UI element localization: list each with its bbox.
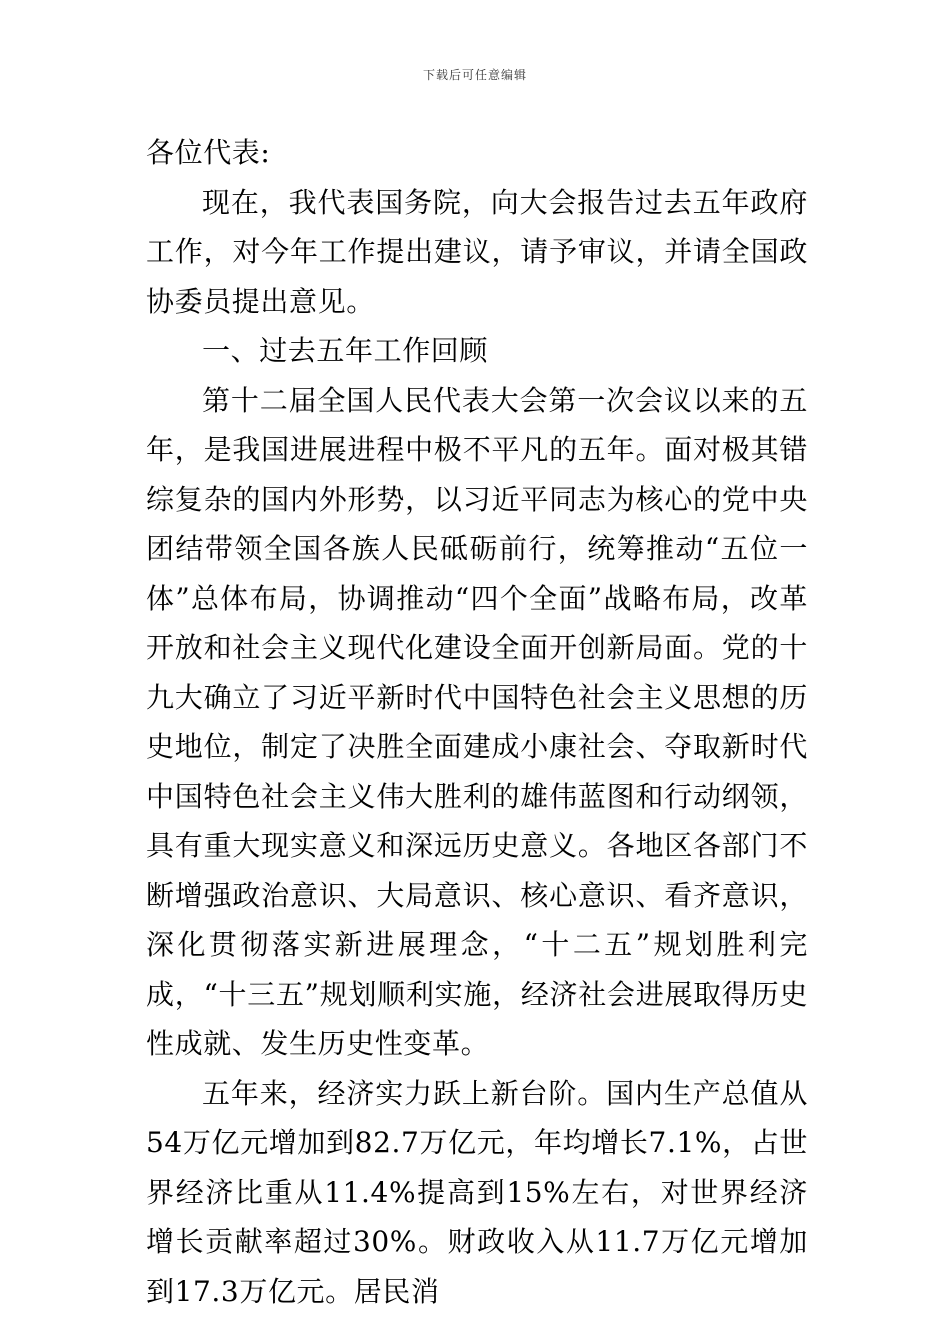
body-paragraph: 第十二届全国人民代表大会第一次会议以来的五年，是我国进展进程中极不平凡的五年。面对极其错综复杂的国内外形势，以习近平同志为核心的党中央团结带领全国各族人民砥砺前行，统筹推动“五位一体”总体布局，协调推动“四个全面”战略布局，改革开放和社会主义现代化建设全面开创新局面。党的十九大确立了习近平新时代中国特色社会主义思想的历史地位，制定了决胜全面建成小康社会、夺取新时代中国特色社会主义伟大胜利的雄伟蓝图和行动纲领，具有重大现实意义和深远历史意义。各地区各部门不断增强政治意识、大局意识、核心意识、看齐意识，深化贯彻落实新进展理念，“十二五”规划胜利完成，“十三五”规划顺利实施，经济社会进展取得历史性成就、发生历史性变革。 [146,383,808,1060]
salutation: 各位代表: [146,136,271,169]
document-body [146,128,808,1316]
section-heading: 一、过去五年工作回顾 [202,334,489,367]
body-paragraph: 五年来，经济实力跃上新台阶。国内生产总值从54万亿元增加到82.7万亿元，年均增长7.1%，占世界经济比重从11.4%提高到15%左右，对世界经济增长贡献率超过30%。财政收入从11.7万亿元增加到17.3万亿元。居民消 [146,1076,808,1308]
opening-paragraph: 现在，我代表国务院，向大会报告过去五年政府工作，对今年工作提出建议，请予审议，并请全国政协委员提出意见。 [146,185,808,318]
header-note: 下载后可任意编辑 [422,68,527,82]
